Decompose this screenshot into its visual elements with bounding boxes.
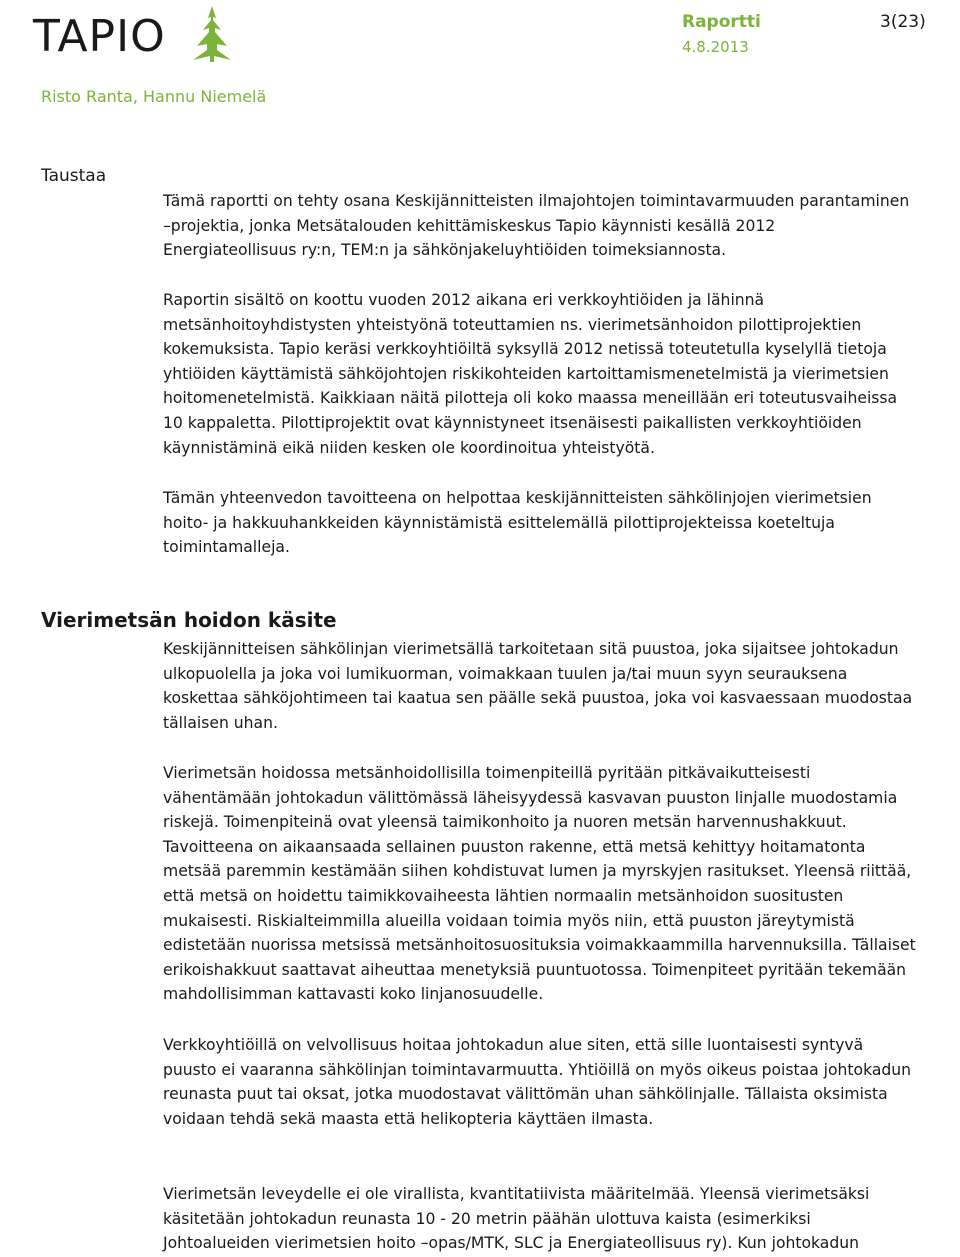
report-date: 4.8.2013 [682, 38, 749, 56]
text-line: voidaan tehdä sekä maasta että helikopteria käyttäen ilmasta. [163, 1109, 654, 1128]
text-line: 10 kappaletta. Pilottiprojektit ovat käynnistyneet itsenäisesti paikallisten verkkoyhtiöiden [163, 413, 862, 432]
text-line: erikoishakkuut saattavat aiheuttaa menetyksiä puuntuotossa. Toimenpiteet pyritään tekemään [163, 960, 907, 979]
text-line: riskejä. Toimenpiteinä ovat yleensä taimikonhoito ja nuoren metsän harvennushakkuut. [163, 813, 847, 832]
text-line: mukaisesti. Riskialteimmilla alueilla voidaan toimia myös niin, että puuston järeytymistä [163, 911, 855, 930]
text-line: Verkkoyhtiöillä on velvollisuus hoitaa johtokadun alue siten, että sille luontaisesti syntyvä [163, 1036, 864, 1054]
text-line: että metsä on hoidettu taimikkovaiheesta lähtien normaalin metsänhoidon suositusten [163, 886, 844, 905]
text-line: puusto ei vaaranna sähkölinjan toimintavarmuutta. Yhtiöillä on myös oikeus poistaa johtokadun [163, 1060, 912, 1079]
text-line: Vierimetsän hoidossa metsänhoidollisilla toimenpiteillä pyritään pitkävaikutteisesti [163, 764, 811, 782]
text-line: Raportin sisältö on koottu vuoden 2012 aikana eri verkkoyhtiöiden ja lähinnä [163, 291, 765, 309]
report-type-label: Raportti [682, 12, 761, 32]
text-line: hoito- ja hakkuuhankkeiden käynnistämistä esittelemällä pilottiprojekteissa koeteltuja [163, 513, 835, 532]
paragraph-care-methods [163, 761, 958, 1007]
text-line: Vierimetsän leveydelle ei ole virallista, kvantitatiivista määritelmää. Yleensä vierimetsäksi [163, 1185, 870, 1203]
text-line: koskettaa sähköjohtimeen tai kaatua sen päälle sekä puustoa, joka voi kasvaessaan muodostaa [163, 689, 913, 708]
section-heading-concept: Vierimetsän hoidon käsite [41, 608, 337, 632]
text-line: ulkopuolella ja joka voi lumikuorman, voimakkaan tuulen ja/tai muun syyn seurauksena [163, 664, 848, 683]
text-line: mahdollisimman kattavasti koko linjanosuudelle. [163, 985, 544, 1004]
paragraph-intro [163, 189, 958, 263]
text-line: Johtoalueiden vierimetsien hoito –opas/MTK, SLC ja Energiateollisuus ry). Kun johtokadun [163, 1234, 859, 1253]
text-line: Tämä raportti on tehty osana Keskijännitteisten ilmajohtojen toimintavarmuuden parantaminen [163, 192, 910, 210]
text-line: vähentämään johtokadun välittömässä läheisyydessä kasvavan puuston linjalle muodostamia [163, 788, 898, 807]
text-line: käsitetään johtokadun reunasta 10 - 20 metrin päähän ulottuva kaista (esimerkiksi [163, 1209, 811, 1228]
authors: Risto Ranta, Hannu Niemelä [41, 87, 267, 106]
text-line: –projektia, jonka Metsätalouden kehittämiskeskus Tapio käynnisti kesällä 2012 [163, 216, 776, 235]
spruce-tree-icon [191, 4, 233, 64]
text-line: tällaisen uhan. [163, 713, 278, 732]
page-number: 3(23) [880, 12, 926, 32]
text-line: yhtiöiden käyttämistä sähköjohtojen riskikohteiden kartoittamismenetelmistä ja vierimetsien [163, 364, 889, 383]
tapio-logo [33, 4, 233, 64]
paragraph-content [163, 288, 958, 460]
text-line: hoitomenetelmistä. Kaikkiaan näitä pilotteja oli koko maassa meneillään eri toteutusvaiheissa [163, 389, 898, 408]
paragraph-width [163, 1182, 958, 1256]
text-line: edistetään nuorissa metsissä metsänhoitosuosituksia voimakkaammilla harvennuksilla. Tällaiset [163, 936, 916, 955]
logo-text: TAPIO [33, 11, 166, 62]
text-line: käynnistäminä eikä niiden kesken ole koordinoitua yhteistyötä. [163, 438, 655, 457]
text-line: toimintamalleja. [163, 538, 290, 557]
text-line: kokemuksista. Tapio keräsi verkkoyhtiöiltä syksyllä 2012 netissä toteutetulla kyselyllä tietoja [163, 340, 887, 359]
text-line: reunasta puut tai oksat, jotka muodostavat välittömän uhan sähkölinjalle. Tällaista oksimista [163, 1085, 888, 1104]
paragraph-goal [163, 486, 958, 560]
text-line: metsänhoitoyhdistysten yhteistyönä toteuttamien ns. vierimetsänhoidon pilottiprojektien [163, 315, 862, 334]
section-label-background: Taustaa [41, 166, 107, 186]
text-line: Tämän yhteenvedon tavoitteena on helpottaa keskijännitteisten sähkölinjojen vierimetsien [163, 489, 872, 507]
text-line: Tavoitteena on aikaansaada sellainen puuston rakenne, että metsä kehittyy hoitamatonta [163, 837, 866, 856]
paragraph-obligations [163, 1033, 958, 1131]
paragraph-definition [163, 637, 958, 735]
text-line: Energiateollisuus ry:n, TEM:n ja sähkönjakeluyhtiöiden toimeksiannosta. [163, 241, 727, 260]
text-line: metsää paremmin kestämään siihen kohdistuvat lumen ja myrskyjen rasitukset. Yleensä riittää, [163, 862, 912, 881]
text-line: Keskijännitteisen sähkölinjan vierimetsällä tarkoitetaan sitä puustoa, joka sijaitsee johtokadun [163, 640, 899, 658]
